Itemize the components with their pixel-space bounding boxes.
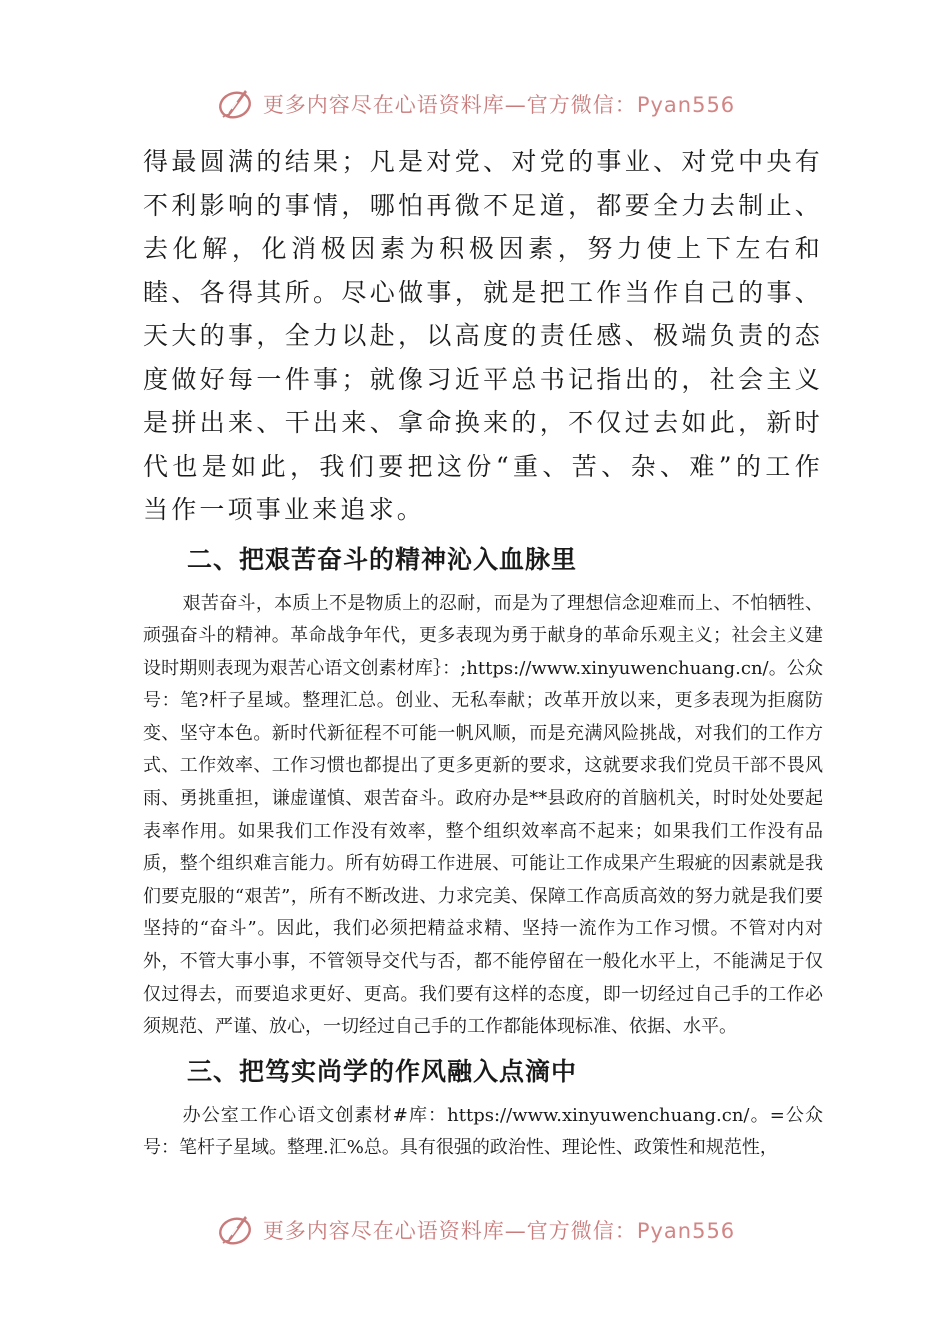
footer-watermark — [0, 1208, 950, 1252]
watermark-label: 更多内容尽在心语资料库—官方微信： — [262, 1219, 637, 1243]
quill-logo-icon — [215, 84, 255, 124]
watermark-text — [263, 1215, 735, 1245]
watermark-text — [263, 89, 735, 119]
paragraph-1: 得最圆满的结果；凡是对党、对党的事业、对党中央有不利影响的事情，哪怕再微不足道，都要全力去制止、去化解，化消极因素为积极因素，努力使上下左右和睦、各得其所。尽心做事，就是把工作当作自己的事、天大的事，全力以赴，以高度的责任感、极端负责的态度做好每一件事；就像习近平总书记指出的，社会主义是拼出来、干出来、拿命换来的，不仅过去如此，新时代也是如此，我们要把这份“重、苦、杂、难”的工作当作一项事业来追求。 — [143, 147, 823, 524]
paragraph-3: 办公室工作心语文创素材#库：https://www.xinyuwenchuang.cn/。=公众号：笔杆子星域。整理.汇%总。具有很强的政治性、理论性、政策性和规范性， — [143, 1104, 823, 1159]
watermark-label: 更多内容尽在心语资料库—官方微信： — [262, 93, 637, 117]
watermark-id: Pyan556 — [636, 1219, 736, 1243]
header-watermark — [0, 82, 950, 126]
section-heading-3: 三、把笃实尚学的作风融入点滴中 — [187, 1056, 578, 1086]
section-heading-2: 二、把艰苦奋斗的精神沁入血脉里 — [187, 544, 578, 574]
quill-logo-icon — [215, 1210, 255, 1250]
paragraph-2: 艰苦奋斗，本质上不是物质上的忍耐，而是为了理想信念迎难而上、不怕牺牲、顽强奋斗的精神。革命战争年代，更多表现为勇于献身的革命乐观主义；社会主义建设时期则表现为艰苦心语文创素材库｝：;https://www.xinyuwenchuang.cn/。公众号：笔?杆子星域。整理汇总。创业、无私奉献；改革开放以来，更多表现为拒腐防变、坚守本色。新时代新征程不可能一帆风顺，而是充满风险挑战，对我们的工作方式、工作效率、工作习惯也都提出了更多更新的要求，这就要求我们党员干部不畏风雨、勇挑重担，谦虚谨慎、艰苦奋斗。政府办是**县政府的首脑机关，时时处处要起表率作用。如果我们工作没有效率，整个组织效率高不起来；如果我们工作没有品质，整个组织难言能力。所有妨碍工作进展、可能让工作成果产生瑕疵的因素就是我们要克服的“艰苦”，所有不断改进、力求完美、保障工作高质高效的努力就是我们要坚持的“奋斗”。因此，我们必须把精益求精、坚持一流作为工作习惯。不管对内对外，不管大事小事，不管领导交代与否，都不能停留在一般化水平上，不能满足于仅仅过得去，而要追求更好、更高。我们要有这样的态度，即一切经过自己手的工作必须规范、严谨、放心，一切经过自己手的工作都能体现标准、依据、水平。 — [143, 592, 823, 1038]
document-body — [143, 140, 823, 1165]
watermark-id: Pyan556 — [636, 93, 736, 117]
